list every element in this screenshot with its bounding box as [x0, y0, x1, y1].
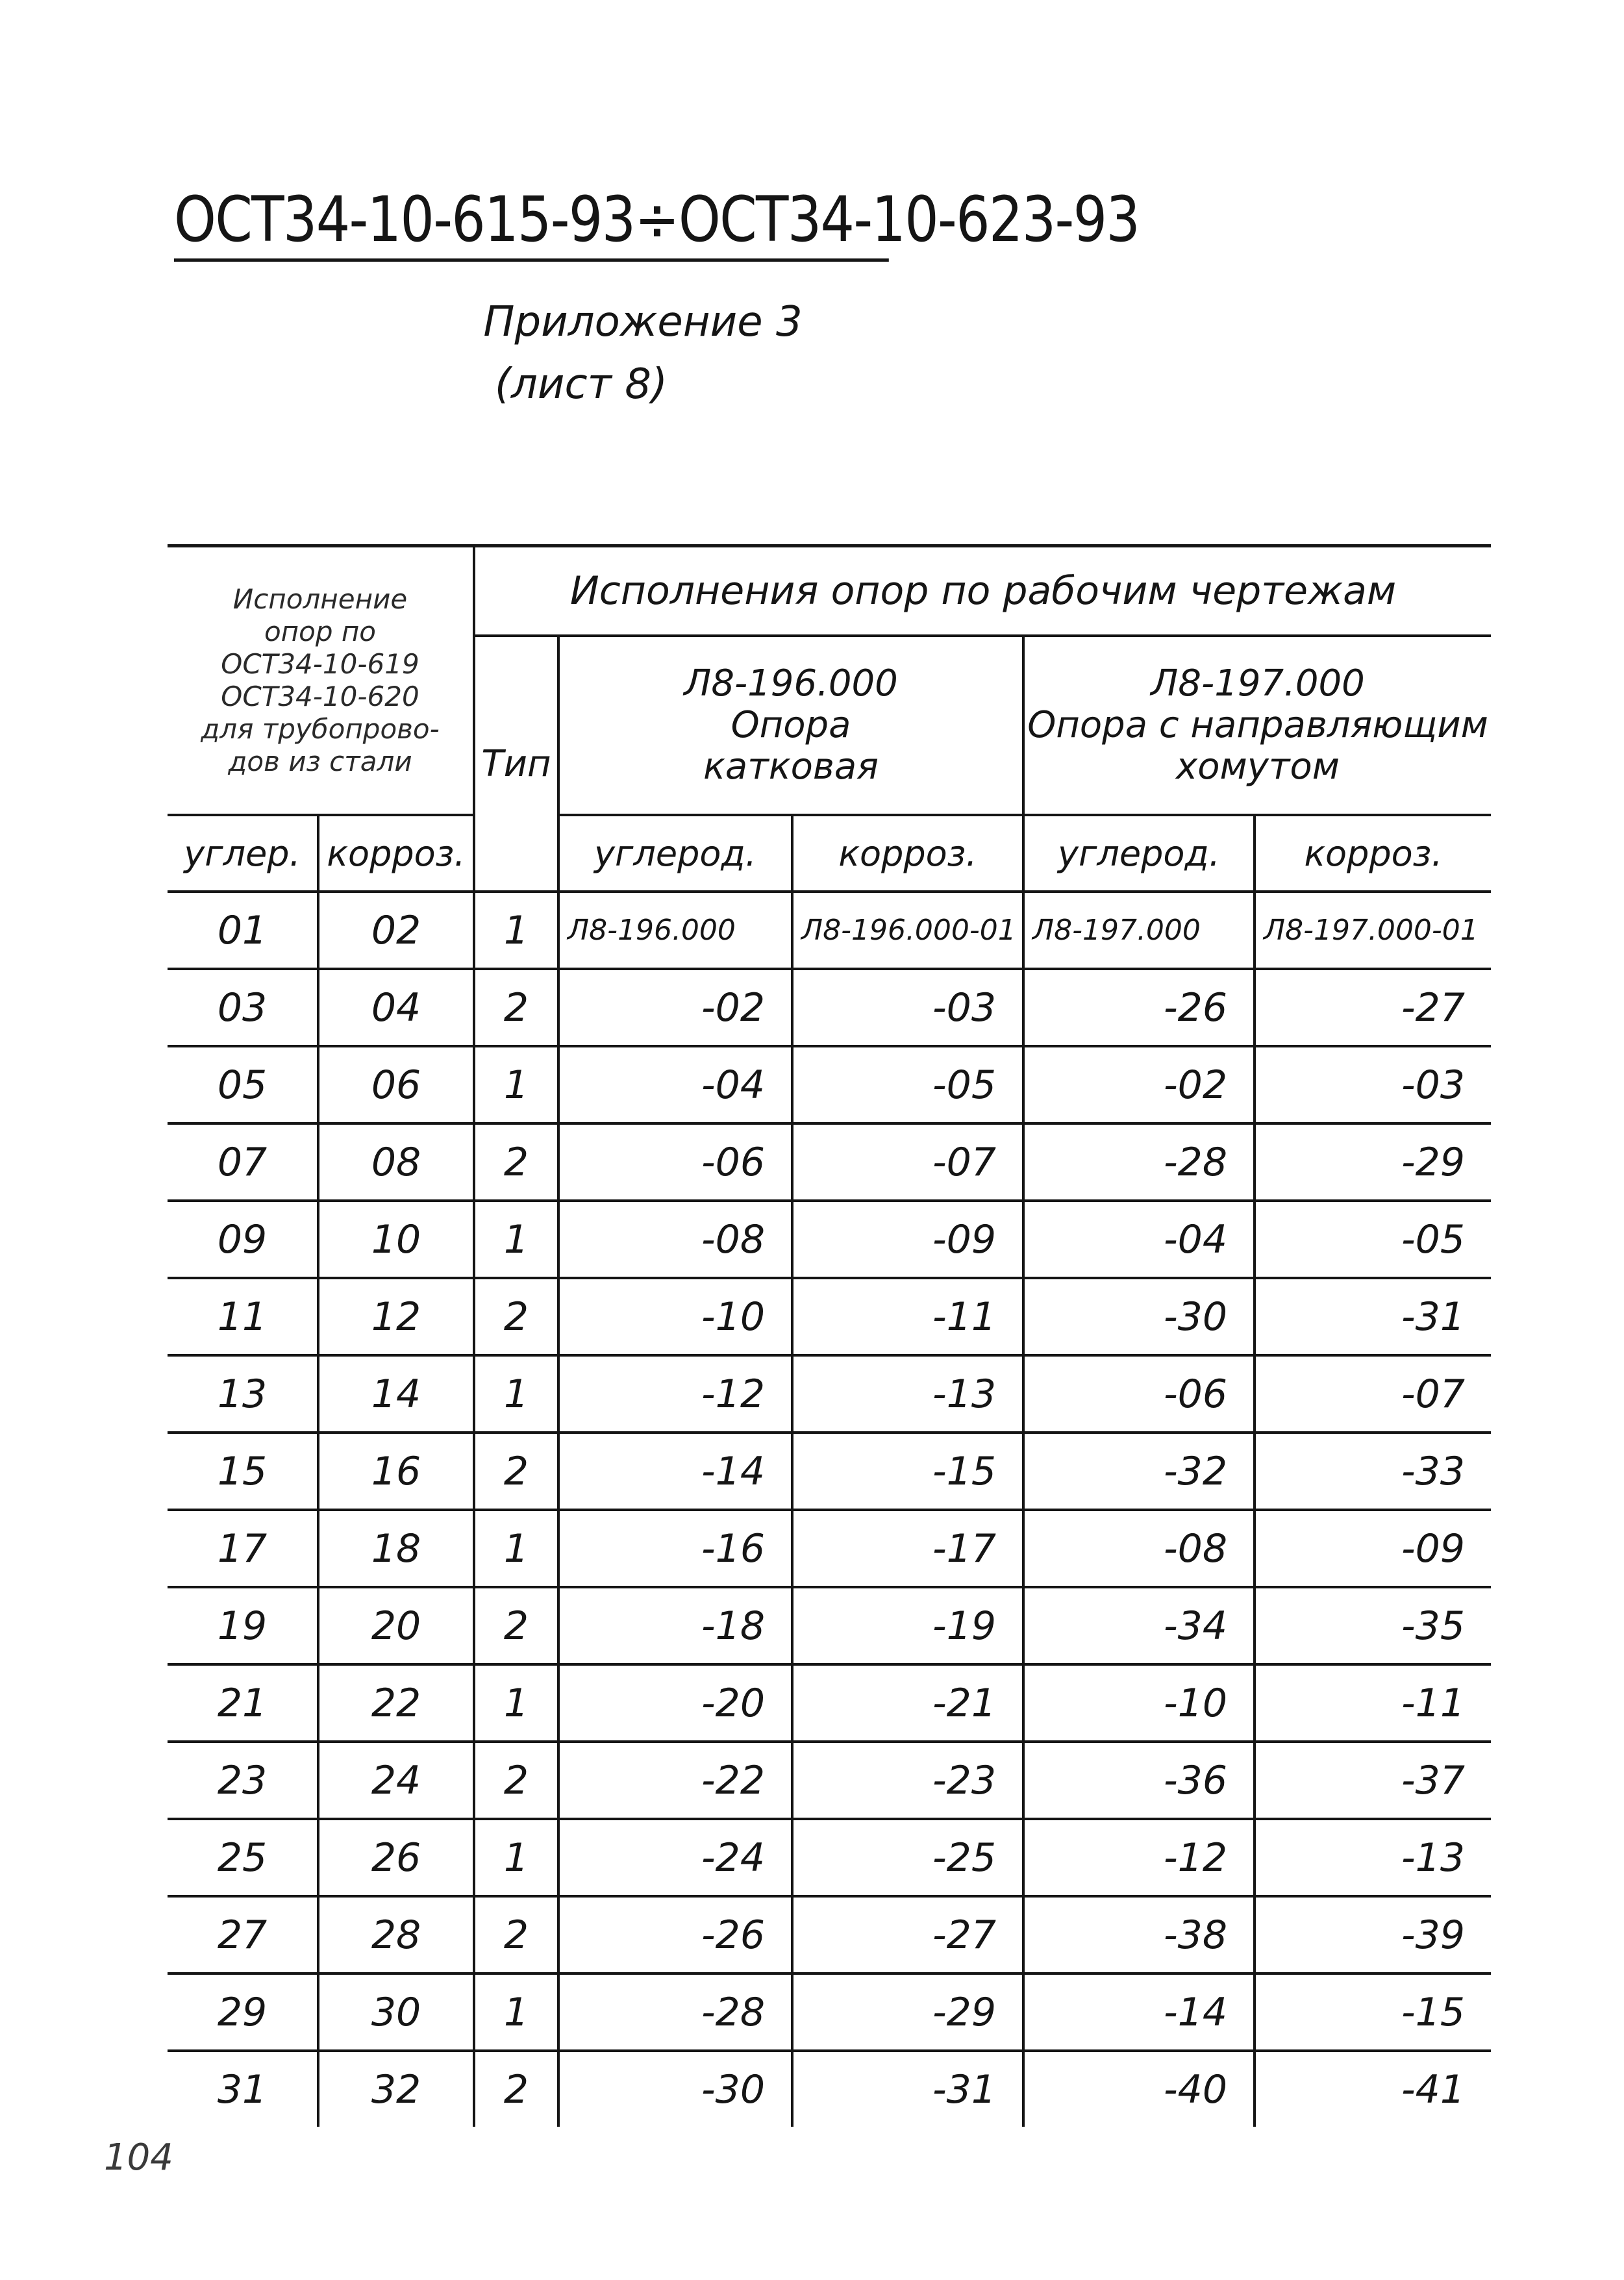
type-cell: 2	[474, 1123, 558, 1201]
exec-carbon-cell: 05	[168, 1046, 318, 1123]
block2-name: Опора с направляющим	[1027, 704, 1488, 746]
exec-corr-cell: 28	[318, 1896, 474, 1973]
type-cell: 2	[474, 1896, 558, 1973]
b2-corr-cell: -05	[1255, 1201, 1491, 1278]
exec-carbon-cell: 25	[168, 1819, 318, 1896]
exec-header-line: Исполнение	[232, 583, 408, 615]
table-row	[168, 1664, 1491, 1742]
table-row	[168, 1433, 1491, 1510]
b2-corr-cell: -13	[1255, 1819, 1491, 1896]
b2-carbon-cell: -08	[1023, 1510, 1255, 1587]
b1-corr-cell: -11	[792, 1278, 1023, 1355]
b1-corr-cell: -09	[792, 1201, 1023, 1278]
type-cell: 2	[474, 1742, 558, 1819]
b2-corr-cell: -31	[1255, 1278, 1491, 1355]
b2-carbon-cell: -34	[1023, 1587, 1255, 1664]
b1-carbon-cell: -04	[558, 1046, 792, 1123]
b1-corr-cell: -25	[792, 1819, 1023, 1896]
exec-carbon-cell: 27	[168, 1896, 318, 1973]
exec-carbon-cell: 03	[168, 969, 318, 1046]
b1-corr-header: корроз.	[792, 815, 1023, 892]
b2-corr-cell: -35	[1255, 1587, 1491, 1664]
b1-carbon-cell: -02	[558, 969, 792, 1046]
b1-corr-cell: -13	[792, 1355, 1023, 1433]
b1-carbon-cell: -18	[558, 1587, 792, 1664]
b2-carbon-cell: -10	[1023, 1664, 1255, 1742]
exec-corr-cell: 04	[318, 969, 474, 1046]
table-row	[168, 1819, 1491, 1896]
block2-code: Л8-197.000	[1151, 662, 1365, 705]
b1-corr-cell: -27	[792, 1896, 1023, 1973]
b2-corr-cell: -27	[1255, 969, 1491, 1046]
b2-corr-cell: -07	[1255, 1355, 1491, 1433]
exec-carbon-cell: 19	[168, 1587, 318, 1664]
exec-carbon-cell: 31	[168, 2051, 318, 2127]
type-cell: 2	[474, 2051, 558, 2127]
b1-corr-cell: -29	[792, 1973, 1023, 2051]
exec-corr-cell: 06	[318, 1046, 474, 1123]
b2-carbon-cell: -32	[1023, 1433, 1255, 1510]
exec-corr-cell: 20	[318, 1587, 474, 1664]
exec-header-line: ОСТ34-10-619	[221, 648, 419, 680]
exec-corr-header: корроз.	[318, 815, 474, 892]
b1-carbon-cell: -10	[558, 1278, 792, 1355]
table-row	[168, 1510, 1491, 1587]
exec-carbon-header: углер.	[168, 815, 318, 892]
block1-name: катковая	[703, 745, 879, 788]
b1-corr-cell: -07	[792, 1123, 1023, 1201]
exec-corr-cell: 24	[318, 1742, 474, 1819]
b1-corr-cell: -15	[792, 1433, 1023, 1510]
exec-carbon-cell: 01	[168, 892, 318, 969]
b2-corr-cell: -37	[1255, 1742, 1491, 1819]
exec-header-line: для трубопрово-	[201, 713, 440, 745]
block2-name: хомутом	[1176, 745, 1340, 788]
b1-carbon-cell: -28	[558, 1973, 792, 2051]
exec-carbon-cell: 15	[168, 1433, 318, 1510]
exec-carbon-cell: 21	[168, 1664, 318, 1742]
type-cell: 2	[474, 1278, 558, 1355]
b2-corr-cell: -33	[1255, 1433, 1491, 1510]
exec-corr-cell: 18	[318, 1510, 474, 1587]
supports-table	[168, 544, 1491, 2127]
b1-carbon-cell: -14	[558, 1433, 792, 1510]
b2-corr-cell: -39	[1255, 1896, 1491, 1973]
exec-carbon-cell: 23	[168, 1742, 318, 1819]
b1-corr-cell: -17	[792, 1510, 1023, 1587]
b2-carbon-cell: -02	[1023, 1046, 1255, 1123]
b1-carbon-cell: -20	[558, 1664, 792, 1742]
b2-carbon-cell: -14	[1023, 1973, 1255, 2051]
exec-carbon-cell: 13	[168, 1355, 318, 1433]
table-row	[168, 969, 1491, 1046]
b2-corr-cell: -41	[1255, 2051, 1491, 2127]
exec-carbon-cell: 07	[168, 1123, 318, 1201]
b2-corr-cell: -15	[1255, 1973, 1491, 2051]
b1-corr-cell: -21	[792, 1664, 1023, 1742]
type-cell: 1	[474, 1819, 558, 1896]
type-cell: 1	[474, 1664, 558, 1742]
b2-corr-cell: -09	[1255, 1510, 1491, 1587]
b2-corr-cell: -03	[1255, 1046, 1491, 1123]
type-cell: 1	[474, 1510, 558, 1587]
table-row	[168, 1587, 1491, 1664]
b1-carbon-cell: -06	[558, 1123, 792, 1201]
b1-corr-cell: -05	[792, 1046, 1023, 1123]
type-cell: 1	[474, 1201, 558, 1278]
type-header-cell: Тип	[474, 636, 558, 892]
exec-carbon-cell: 17	[168, 1510, 318, 1587]
table-row	[168, 2051, 1491, 2127]
b2-carbon-cell: -28	[1023, 1123, 1255, 1201]
b2-carbon-header: углерод.	[1023, 815, 1255, 892]
b1-carbon-cell: -26	[558, 1896, 792, 1973]
type-cell: 1	[474, 1355, 558, 1433]
block1-code: Л8-196.000	[684, 662, 898, 705]
table-row	[168, 1278, 1491, 1355]
exec-corr-cell: 30	[318, 1973, 474, 2051]
exec-corr-cell: 02	[318, 892, 474, 969]
appendix-heading	[416, 291, 870, 416]
b2-corr-cell: Л8-197.000-01	[1255, 892, 1491, 969]
b1-carbon-cell: -16	[558, 1510, 792, 1587]
b1-corr-cell: -03	[792, 969, 1023, 1046]
exec-corr-cell: 26	[318, 1819, 474, 1896]
b2-carbon-cell: -26	[1023, 969, 1255, 1046]
b2-corr-header: корроз.	[1255, 815, 1491, 892]
b1-carbon-cell: -22	[558, 1742, 792, 1819]
table-body	[168, 892, 1491, 2127]
b2-carbon-cell: -30	[1023, 1278, 1255, 1355]
block1-name: Опора	[731, 704, 851, 746]
b2-corr-cell: -11	[1255, 1664, 1491, 1742]
exec-corr-cell: 22	[318, 1664, 474, 1742]
exec-corr-cell: 12	[318, 1278, 474, 1355]
b2-corr-cell: -29	[1255, 1123, 1491, 1201]
exec-corr-cell: 08	[318, 1123, 474, 1201]
page-number: 104	[104, 2136, 173, 2179]
type-cell: 2	[474, 1433, 558, 1510]
b1-carbon-cell: -30	[558, 2051, 792, 2127]
table-row	[168, 1201, 1491, 1278]
exec-corr-cell: 10	[318, 1201, 474, 1278]
b1-carbon-cell: -12	[558, 1355, 792, 1433]
exec-carbon-cell: 09	[168, 1201, 318, 1278]
b2-carbon-cell: -12	[1023, 1819, 1255, 1896]
b2-carbon-cell: -06	[1023, 1355, 1255, 1433]
table-row	[168, 1896, 1491, 1973]
table-row	[168, 1742, 1491, 1819]
exec-header-line: дов из стали	[228, 745, 412, 777]
appendix-label: Приложение 3	[483, 298, 803, 346]
table-row	[168, 1355, 1491, 1433]
standard-title: ОСТ34-10-615-93÷ОСТ34-10-623-93	[174, 183, 889, 262]
table-row	[168, 1123, 1491, 1201]
type-cell: 1	[474, 1973, 558, 2051]
block2-header-cell	[1023, 636, 1491, 815]
b1-carbon-header: углерод.	[558, 815, 792, 892]
b2-carbon-cell: -36	[1023, 1742, 1255, 1819]
b2-carbon-cell: Л8-197.000	[1023, 892, 1255, 969]
type-cell: 2	[474, 969, 558, 1046]
table-row	[168, 1973, 1491, 2051]
type-cell: 2	[474, 1587, 558, 1664]
exec-corr-cell: 14	[318, 1355, 474, 1433]
b1-carbon-cell: -24	[558, 1819, 792, 1896]
b2-carbon-cell: -40	[1023, 2051, 1255, 2127]
exec-header-line: ОСТ34-10-620	[221, 681, 419, 712]
b1-carbon-cell: Л8-196.000	[558, 892, 792, 969]
type-cell: 1	[474, 1046, 558, 1123]
b2-carbon-cell: -04	[1023, 1201, 1255, 1278]
b1-carbon-cell: -08	[558, 1201, 792, 1278]
table-row	[168, 892, 1491, 969]
b1-corr-cell: -19	[792, 1587, 1023, 1664]
exec-header-cell	[168, 546, 474, 816]
b1-corr-cell: -31	[792, 2051, 1023, 2127]
exec-header-line: опор по	[264, 616, 377, 647]
exec-carbon-cell: 29	[168, 1973, 318, 2051]
block1-header-cell	[558, 636, 1023, 815]
b1-corr-cell: Л8-196.000-01	[792, 892, 1023, 969]
type-cell: 1	[474, 892, 558, 969]
sheet-label: (лист 8)	[495, 360, 668, 408]
b1-corr-cell: -23	[792, 1742, 1023, 1819]
exec-carbon-cell: 11	[168, 1278, 318, 1355]
exec-corr-cell: 32	[318, 2051, 474, 2127]
drawings-header-cell: Исполнения опор по рабочим чертежам	[474, 546, 1491, 636]
table-row	[168, 1046, 1491, 1123]
b2-carbon-cell: -38	[1023, 1896, 1255, 1973]
exec-corr-cell: 16	[318, 1433, 474, 1510]
